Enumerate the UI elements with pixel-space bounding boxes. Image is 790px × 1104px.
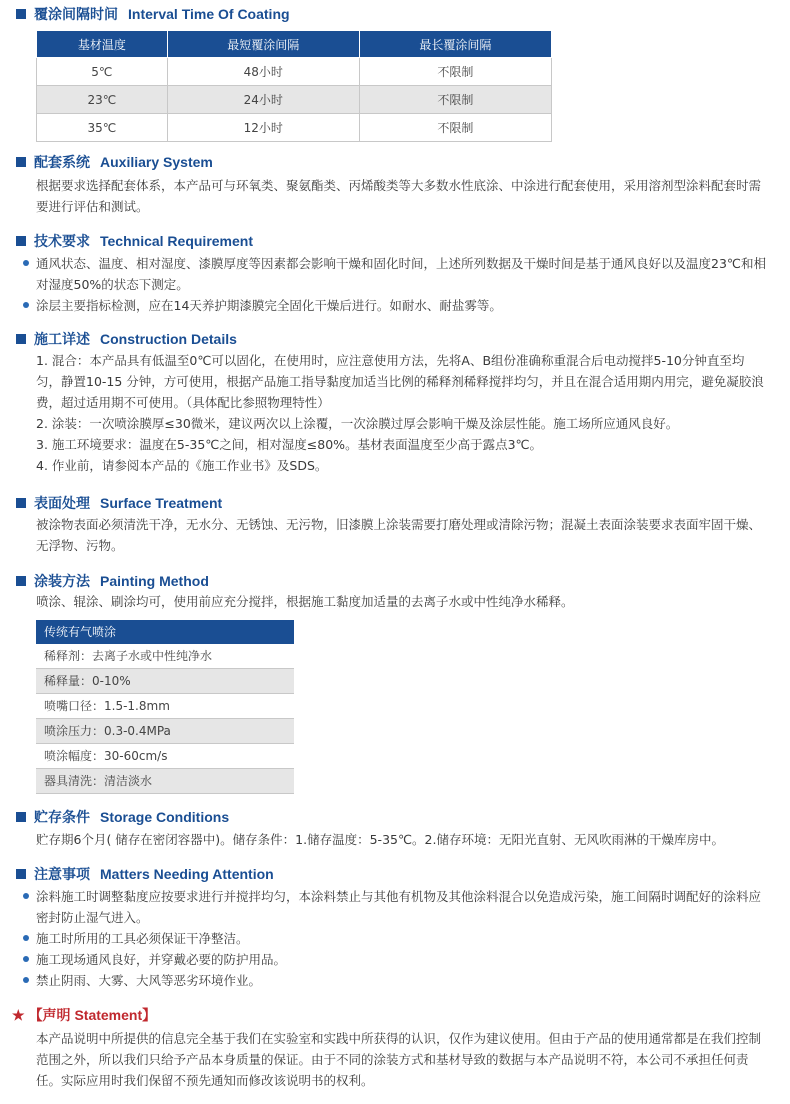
section-square-icon [16,498,26,508]
list-item: 2. 涂装：一次喷涂膜厚≤30微米，建议两次以上涂覆，一次涂膜过厚会影响干燥及涂层性能。施工场所应通风良好。 [36,416,679,431]
section-title-en: Construction Details [100,331,237,347]
section-title-cn: 施工详述 [34,332,90,348]
table-header-cell: 最短覆涂间隔 [167,31,359,58]
section-title-attention [16,864,274,884]
construction-list [36,350,766,476]
section-title-en: Surface Treatment [100,495,223,511]
section-title-cn: 技术要求 [34,234,90,250]
table-cell: 23℃ [37,86,168,114]
table-row: 喷涂压力：0.3-0.4MPa [36,719,294,744]
section-square-icon [16,236,26,246]
declaration-title [12,1005,156,1025]
section-title-en: Technical Requirement [100,233,254,249]
section-square-icon [16,157,26,167]
section-square-icon [16,812,26,822]
list-item: 4. 作业前，请参阅本产品的《施工作业书》及SDS。 [36,458,328,473]
table-row: 喷涂幅度：30-60cm/s [36,744,294,769]
painting-table-header: 传统有气喷涂 [36,620,294,644]
list-item: 涂料施工时调整黏度应按要求进行并搅拌均匀，本涂料禁止与其他有机物及其他涂料混合以免造成污染，施工间隔时调配好的涂料应密封防止湿气进入。 [36,886,766,928]
table-cell: 48小时 [167,58,359,86]
section-title-construction [16,329,237,349]
section-title-cn: 贮存条件 [34,810,90,826]
technical-list [36,253,766,316]
section-title-en: Matters Needing Attention [100,866,274,882]
section-title-surface [16,493,222,513]
table-row: 喷嘴口径：1.5-1.8mm [36,694,294,719]
list-item: 施工现场通风良好，并穿戴必要的防护用品。 [36,949,766,970]
section-title-painting [16,571,209,591]
table-cell: 不限制 [359,86,551,114]
section-title-cn: 覆涂间隔时间 [34,7,118,23]
section-square-icon [16,576,26,586]
list-item: 通风状态、温度、相对湿度、漆膜厚度等因素都会影响干燥和固化时间，上述所列数据及干燥时间是基于通风良好以及温度23℃和相对湿度50%的状态下测定。 [36,253,766,295]
section-title-en: Painting Method [100,573,209,589]
table-cell: 35℃ [37,114,168,142]
table-row: 稀释剂：去离子水或中性纯净水 [36,644,294,669]
auxiliary-text: 根据要求选择配套体系，本产品可与环氧类、聚氨酯类、丙烯酸类等大多数水性底涂、中涂进行配套使用，采用溶剂型涂料配套时需要进行评估和测试。 [36,178,762,214]
list-item: 涂层主要指标检测，应在14天养护期漆膜完全固化干燥后进行。如耐水、耐盐雾等。 [36,295,766,316]
table-row [37,58,552,86]
section-title-cn: 注意事项 [34,867,90,883]
section-square-icon [16,869,26,879]
declaration-title-text: 【声明 Statement】 [28,1007,157,1023]
table-row [37,114,552,142]
painting-text: 喷涂、辊涂、刷涂均可，使用前应充分搅拌，根据施工黏度加适量的去离子水或中性纯净水稀释。 [36,594,574,609]
list-item: 3. 施工环境要求：温度在5-35℃之间，相对湿度≤80%。基材表面温度至少高于露点3℃。 [36,437,543,452]
table-cell: 不限制 [359,114,551,142]
list-item: 1. 混合：本产品具有低温至0℃可以固化，在使用时，应注意使用方法，先将A、B组份准确称重混合后电动搅拌5-10分钟直至均匀，静置10-15 分钟，方可使用，根据产品施工指导黏度加适当比例的稀释剂稀释搅拌均匀，并且在混合适用期内用完，避免凝胶浪费，超过适用期不可使用。（具体配比参照物理特性） [36,353,764,410]
section-title-en: Storage Conditions [100,809,230,825]
star-icon: ★ [12,1007,25,1023]
table-row [37,86,552,114]
table-cell: 5℃ [37,58,168,86]
declaration-text: 本产品说明中所提供的信息完全基于我们在实验室和实践中所获得的认识，仅作为建议使用。但由于产品的使用通常都是在我们控制范围之外，所以我们只给予产品本身质量的保证。由于不同的涂装方式和基材导致的数据与本产品说明不符，本公司不承担任何责任。实际应用时我们保留不预先通知而修改该说明书的权利。 [36,1031,762,1088]
table-cell: 不限制 [359,58,551,86]
section-title-en: Interval Time Of Coating [128,6,290,22]
table-cell: 12小时 [167,114,359,142]
list-item: 施工时所用的工具必须保证干净整洁。 [36,928,766,949]
section-title-cn: 涂装方法 [34,574,90,590]
attention-list [36,886,766,991]
list-item: 禁止阴雨、大雾、大风等恶劣环境作业。 [36,970,766,991]
section-title-storage [16,807,229,827]
section-title-cn: 表面处理 [34,496,90,512]
storage-text: 贮存期6个月( 储存在密闭容器中)。储存条件：1.储存温度：5-35℃。2.储存环境：无阳光直射、无风吹雨淋的干燥库房中。 [36,832,724,847]
interval-table [36,30,552,142]
section-title-cn: 配套系统 [34,155,90,171]
table-row: 稀释量：0-10% [36,669,294,694]
table-header-cell: 基材温度 [37,31,168,58]
table-header-row [37,31,552,58]
section-title-auxiliary [16,152,213,172]
section-square-icon [16,9,26,19]
section-square-icon [16,334,26,344]
table-cell: 24小时 [167,86,359,114]
painting-table [36,620,294,794]
table-row: 器具清洗：清洁淡水 [36,769,294,794]
surface-text: 被涂物表面必须清洗干净，无水分、无锈蚀、无污物，旧漆膜上涂装需要打磨处理或清除污物；混凝土表面涂装要求表面牢固干燥、无浮物、污物。 [36,517,762,553]
section-title-interval [16,4,290,24]
section-title-en: Auxiliary System [100,154,213,170]
section-title-technical [16,231,253,251]
table-header-cell: 最长覆涂间隔 [359,31,551,58]
